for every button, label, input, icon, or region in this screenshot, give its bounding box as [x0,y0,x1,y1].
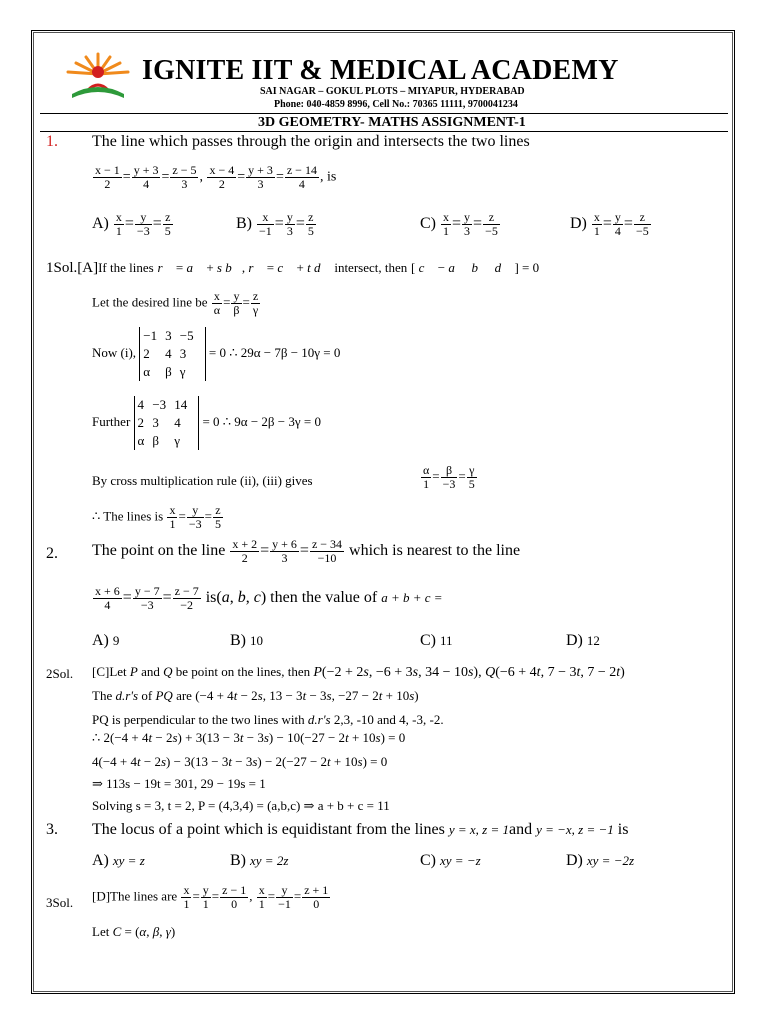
s1-now-determinant: Now (i), −1 3 −5 2 4 3 α β γ = 0 ∴ 29α − 7β − 10γ = 0 [92,328,341,379]
q2-option-c[interactable]: C) 11 [420,632,453,649]
q1-number: 1. [46,133,58,150]
q1-text: The line which passes through the origin and intersects the two lines [92,133,530,150]
s2-line7: Solving s = 3, t = 2, P = (4,3,4) = (a,b,c) ⇒ a + b + c = 11 [92,798,390,813]
s2-line5: 4(−4 + 4t − 2s) − 3(13 − 3t − 3s) − 2(−27 − 2t + 10s) = 0 [92,754,388,769]
s1-further-determinant: Further 4 −3 14 2 3 4 α β γ = 0 ∴ 9α − 2β − 3γ = 0 [92,397,321,448]
q3-option-c[interactable]: C) xy = −z [420,852,481,869]
assignment-title: 3D GEOMETRY- MATHS ASSIGNMENT-1 [258,115,526,130]
s1-cross-text: By cross multiplication rule (ii), (iii) gives [92,473,313,488]
q3-text: The locus of a point which is equidistant from the lines y = x, z = 1and y = −x, z = −1 is [92,821,629,838]
s2-line6: ⇒ 113s − 19t = 301, 29 − 19s = 1 [92,776,266,791]
q3-option-b[interactable]: B) xy = 2z [230,852,289,869]
s2-label: 2Sol. [46,666,74,681]
q2-number: 2. [46,545,58,562]
q1-option-d[interactable]: D) $\frac{x}{1}$ = $\frac{y}{4}$ = $\frac{z}{-5}$ [570,210,649,238]
s3-line1: [D]The lines are $\frac{x}{1}$ = $\frac{y}{1}$ = $\frac{z - 1}{0}$ , $\frac{x}{1}$ = $\frac{y}{-1}$ = $\frac{z + 1}{0}$ [92,883,329,911]
header-divider-bottom [40,131,728,132]
q3-option-d[interactable]: D) xy = −2z [566,852,635,869]
q2-option-a[interactable]: A) 9 [92,632,120,649]
s3-line2: Let C = (α, β, γ) [92,924,176,939]
s2-line2: The d.r's of PQ are (−4 + 4t − 2s, 13 − 3t − 3s, −27 − 2t + 10s) [92,688,419,703]
s1-let-line: Let the desired line be $\frac{x}{\alpha}$ = $\frac{y}{\beta}$ = $\frac{z}{\gamma}$ [92,289,259,317]
q2-text-line2: $\frac{x + 6}{4}$ = $\frac{y - 7}{-3}$ = $\frac{z - 7}{-2}$ is(a, b, c) then the value of a + b + c = [95,584,443,612]
academy-title: IGNITE IIT & MEDICAL ACADEMY [142,55,619,86]
q1-lines-equation: $\frac{x - 1}{2}$ = $\frac{y + 3}{4}$ = $\frac{z - 5}{3}$ , $\frac{x - 4}{2}$ = $\frac{y + 3}{3}$ = $\frac{z - 14}{4}$ , is [95,163,337,191]
academy-address: SAI NAGAR – GOKUL PLOTS – MIYAPUR, HYDERABAD [260,86,525,97]
q2-option-d[interactable]: D) 12 [566,632,600,649]
q2-option-b[interactable]: B) 10 [230,632,263,649]
q1-option-b[interactable]: B) $\frac{x}{-1}$ = $\frac{y}{3}$ = $\frac{z}{5}$ [236,210,314,238]
q3-number: 3. [46,821,58,838]
academy-phone: Phone: 040-4859 8996, Cell No.: 70365 11111, 9700041234 [274,99,518,110]
s3-label: 3Sol. [46,895,74,910]
s2-line3: PQ is perpendicular to the two lines with d.r's 2,3, -10 and 4, -3, -2. [92,712,444,727]
q1-option-c[interactable]: C) $\frac{x}{1}$ = $\frac{y}{3}$ = $\frac{z}{-5}$ [420,210,498,238]
s1-cross-result: $\frac{\alpha}{1}$ = $\frac{\beta}{-3}$ = $\frac{\gamma}{5}$ [423,463,475,491]
academy-logo-icon [58,50,138,106]
q2-text: The point on the line $\frac{x + 2}{2}$ = $\frac{y + 6}{3}$ = $\frac{z - 34}{-10}$ which is nearest to the line [92,537,521,565]
s1-label-line: 1Sol.[A]If the lines r⃗ = a⃗ + s b⃗, r⃗ = c⃗ + t d⃗ intersect, then [ c⃗ − a⃗ b⃗ d⃗ ] = 0 [46,260,540,276]
q3-option-a[interactable]: A) xy = z [92,852,145,869]
header-divider-top [40,113,728,114]
s2-line4: ∴ 2(−4 + 4t − 2s) + 3(13 − 3t − 3s) − 10(−27 − 2t + 10s) = 0 [92,730,406,745]
s2-line1: [C]Let P and Q be point on the lines, then P(−2 + 2s, −6 + 3s, 34 − 10s), Q(−6 + 4t, 7 − 3t, 7 − 2t) [92,664,625,680]
q1-option-a[interactable]: A) $\frac{x}{1}$ = $\frac{y}{-3}$ = $\frac{z}{5}$ [92,210,171,238]
s1-final-line: ∴ The lines is $\frac{x}{1}$ = $\frac{y}{-3}$ = $\frac{z}{5}$ [92,503,221,531]
